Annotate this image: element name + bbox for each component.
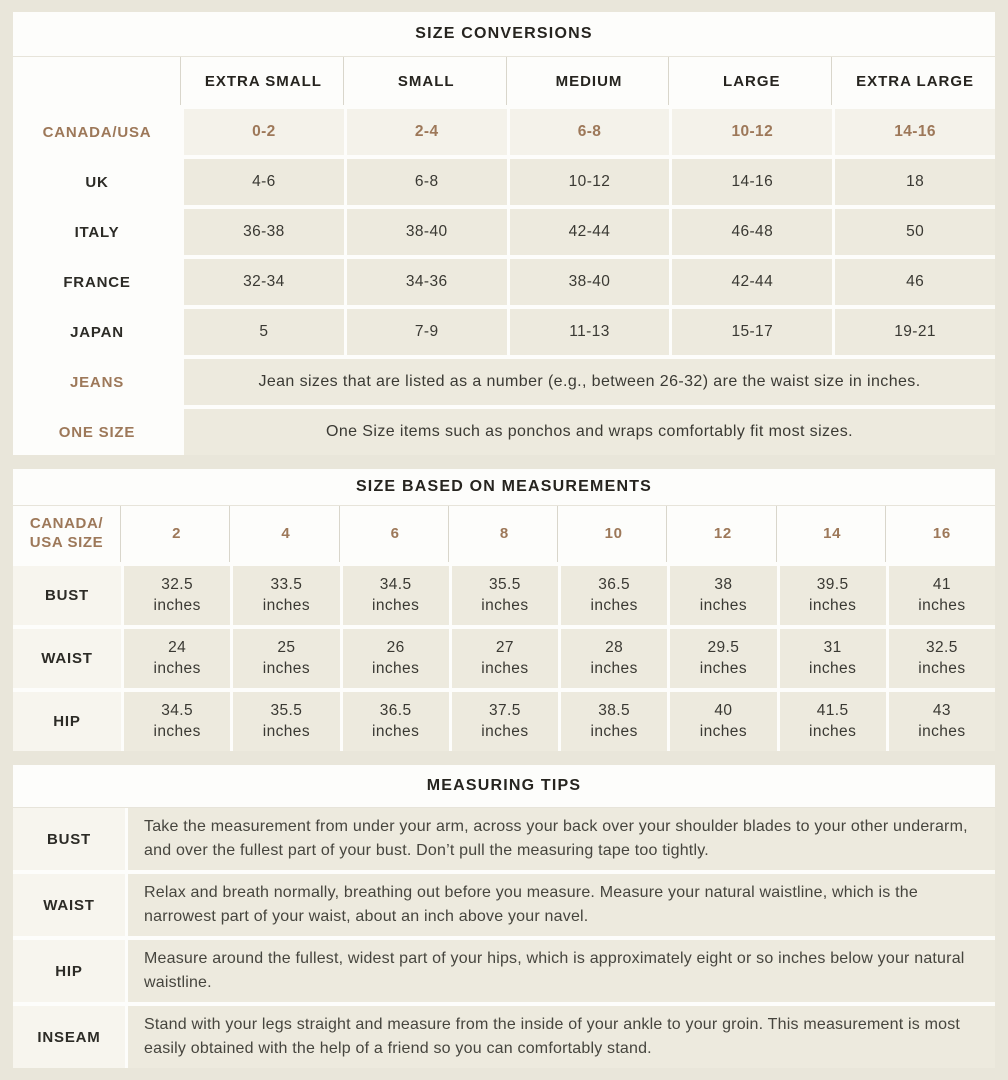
measurement-unit: inches xyxy=(153,596,201,614)
measurement-unit: inches xyxy=(481,659,529,677)
column-header-extra-small: EXTRA SMALL xyxy=(184,57,344,105)
measurement-cell xyxy=(780,566,886,625)
size-cell: 18 xyxy=(835,159,995,205)
column-header-medium: MEDIUM xyxy=(510,57,670,105)
row-label-jeans: JEANS xyxy=(13,359,181,405)
measurement-cell xyxy=(561,629,667,688)
measurement-cell xyxy=(343,629,449,688)
measurement-cell xyxy=(233,692,339,751)
size-cell: 6-8 xyxy=(510,109,670,155)
measurement-value: 28 xyxy=(605,639,624,657)
measurement-unit: inches xyxy=(809,659,857,677)
size-cell: 34-36 xyxy=(347,259,507,305)
section-title: SIZE BASED ON MEASUREMENTS xyxy=(13,469,995,506)
size-cell: 0-2 xyxy=(184,109,344,155)
measurement-value: 41.5 xyxy=(816,702,849,720)
measurement-cell xyxy=(561,692,667,751)
size-cell: 5 xyxy=(184,309,344,355)
measurement-value: 38 xyxy=(714,576,733,594)
row-label-waist: WAIST xyxy=(13,629,121,688)
measurement-value: 29.5 xyxy=(707,639,740,657)
measurement-value: 35.5 xyxy=(488,576,521,594)
measurement-unit: inches xyxy=(809,722,857,740)
column-header-extra-large: EXTRA LARGE xyxy=(835,57,995,105)
tip-label-hip: HIP xyxy=(13,940,125,1002)
measurement-cell xyxy=(889,566,995,625)
column-header-spacer xyxy=(13,57,181,105)
measurement-cell xyxy=(889,629,995,688)
measurement-value: 32.5 xyxy=(161,576,194,594)
measurement-cell xyxy=(670,692,776,751)
measurement-value: 40 xyxy=(714,702,733,720)
measurement-unit: inches xyxy=(372,596,420,614)
measurement-value: 39.5 xyxy=(816,576,849,594)
column-header-size-2: 2 xyxy=(124,506,230,562)
size-cell: 14-16 xyxy=(835,109,995,155)
measurement-cell xyxy=(780,692,886,751)
size-cell: 42-44 xyxy=(672,259,832,305)
size-conversions-table xyxy=(13,57,995,455)
measurement-value: 35.5 xyxy=(270,702,303,720)
measurement-cell xyxy=(452,692,558,751)
size-cell: 38-40 xyxy=(347,209,507,255)
column-header-size-14: 14 xyxy=(780,506,886,562)
measurement-unit: inches xyxy=(262,596,310,614)
measurement-value: 41 xyxy=(932,576,951,594)
row-label-canada-usa: CANADA/USA xyxy=(13,109,181,155)
tip-text-waist: Relax and breath normally, breathing out before you measure. Measure your natural waistline, which is the narrowest part of your waist, about an inch above your navel. xyxy=(128,874,995,936)
row-label-hip: HIP xyxy=(13,692,121,751)
measurement-unit: inches xyxy=(262,722,310,740)
measurement-unit: inches xyxy=(372,722,420,740)
measurement-cell xyxy=(343,566,449,625)
size-cell: 19-21 xyxy=(835,309,995,355)
size-cell: 36-38 xyxy=(184,209,344,255)
row-label-bust: BUST xyxy=(13,566,121,625)
section-title: SIZE CONVERSIONS xyxy=(13,12,995,57)
column-header-large: LARGE xyxy=(672,57,832,105)
measurement-unit: inches xyxy=(809,596,857,614)
tip-label-waist: WAIST xyxy=(13,874,125,936)
row-label-japan: JAPAN xyxy=(13,309,181,355)
measurement-cell xyxy=(124,629,230,688)
size-cell: 6-8 xyxy=(347,159,507,205)
measurement-value: 24 xyxy=(168,639,187,657)
measurements-table xyxy=(13,506,995,751)
measurement-cell xyxy=(561,566,667,625)
header-label-line1: CANADA/ xyxy=(29,515,104,533)
measurement-unit: inches xyxy=(481,596,529,614)
measurement-cell xyxy=(233,566,339,625)
note-text-jeans: Jean sizes that are listed as a number (e.g., between 26-32) are the waist size in inches. xyxy=(184,359,995,405)
size-cell: 11-13 xyxy=(510,309,670,355)
measuring-tips-table xyxy=(13,808,995,1068)
column-header-canada-usa-size xyxy=(13,506,121,562)
measurement-cell xyxy=(780,629,886,688)
measurement-cell xyxy=(233,629,339,688)
measurement-cell xyxy=(670,566,776,625)
size-cell: 32-34 xyxy=(184,259,344,305)
measurement-unit: inches xyxy=(918,659,966,677)
measurements-section xyxy=(13,469,995,751)
measurement-unit: inches xyxy=(699,722,747,740)
column-header-small: SMALL xyxy=(347,57,507,105)
tip-text-inseam: Stand with your legs straight and measure from the inside of your ankle to your groin. This measurement is most easily obtained with the help of a friend so you can comfortably stand. xyxy=(128,1006,995,1068)
measurement-cell xyxy=(124,566,230,625)
measurement-unit: inches xyxy=(262,659,310,677)
note-text-one-size: One Size items such as ponchos and wraps comfortably fit most sizes. xyxy=(184,409,995,455)
size-cell: 2-4 xyxy=(347,109,507,155)
measurement-unit: inches xyxy=(372,659,420,677)
row-label-uk: UK xyxy=(13,159,181,205)
measuring-tips-section xyxy=(13,765,995,1068)
measurement-cell xyxy=(889,692,995,751)
measurement-unit: inches xyxy=(918,596,966,614)
size-cell: 4-6 xyxy=(184,159,344,205)
measurement-value: 34.5 xyxy=(379,576,412,594)
measurement-cell xyxy=(452,629,558,688)
column-header-size-10: 10 xyxy=(561,506,667,562)
tip-text-hip: Measure around the fullest, widest part of your hips, which is approximately eight or so inches below your natural waistline. xyxy=(128,940,995,1002)
size-conversions-section xyxy=(13,12,995,455)
measurement-value: 26 xyxy=(386,639,405,657)
measurement-unit: inches xyxy=(699,596,747,614)
row-label-france: FRANCE xyxy=(13,259,181,305)
tip-label-inseam: INSEAM xyxy=(13,1006,125,1068)
size-cell: 46 xyxy=(835,259,995,305)
column-header-size-6: 6 xyxy=(343,506,449,562)
size-cell: 46-48 xyxy=(672,209,832,255)
measurement-value: 36.5 xyxy=(598,576,631,594)
measurement-value: 32.5 xyxy=(925,639,958,657)
measurement-unit: inches xyxy=(699,659,747,677)
measurement-cell xyxy=(670,629,776,688)
measurement-value: 37.5 xyxy=(488,702,521,720)
row-label-one-size: ONE SIZE xyxy=(13,409,181,455)
size-cell: 15-17 xyxy=(672,309,832,355)
section-title: MEASURING TIPS xyxy=(13,765,995,808)
column-header-size-8: 8 xyxy=(452,506,558,562)
size-cell: 10-12 xyxy=(510,159,670,205)
measurement-cell xyxy=(124,692,230,751)
measurement-value: 34.5 xyxy=(161,702,194,720)
measurement-value: 31 xyxy=(823,639,842,657)
size-cell: 42-44 xyxy=(510,209,670,255)
size-cell: 38-40 xyxy=(510,259,670,305)
size-cell: 14-16 xyxy=(672,159,832,205)
size-cell: 10-12 xyxy=(672,109,832,155)
size-cell: 7-9 xyxy=(347,309,507,355)
column-header-size-4: 4 xyxy=(233,506,339,562)
row-label-italy: ITALY xyxy=(13,209,181,255)
measurement-cell xyxy=(343,692,449,751)
column-header-size-12: 12 xyxy=(670,506,776,562)
measurement-unit: inches xyxy=(918,722,966,740)
measurement-value: 27 xyxy=(495,639,514,657)
measurement-unit: inches xyxy=(481,722,529,740)
measurement-value: 43 xyxy=(932,702,951,720)
tip-text-bust: Take the measurement from under your arm, across your back over your shoulder blades to your other underarm, and over the fullest part of your bust. Don’t pull the measuring tape too tightly. xyxy=(128,808,995,870)
measurement-unit: inches xyxy=(590,596,638,614)
measurement-cell xyxy=(452,566,558,625)
measurement-value: 33.5 xyxy=(270,576,303,594)
measurement-unit: inches xyxy=(153,722,201,740)
measurement-unit: inches xyxy=(153,659,201,677)
column-header-size-16: 16 xyxy=(889,506,995,562)
header-label-line2: USA SIZE xyxy=(29,534,104,551)
measurement-value: 38.5 xyxy=(598,702,631,720)
size-cell: 50 xyxy=(835,209,995,255)
measurement-value: 25 xyxy=(277,639,296,657)
tip-label-bust: BUST xyxy=(13,808,125,870)
measurement-unit: inches xyxy=(590,659,638,677)
measurement-value: 36.5 xyxy=(379,702,412,720)
measurement-unit: inches xyxy=(590,722,638,740)
